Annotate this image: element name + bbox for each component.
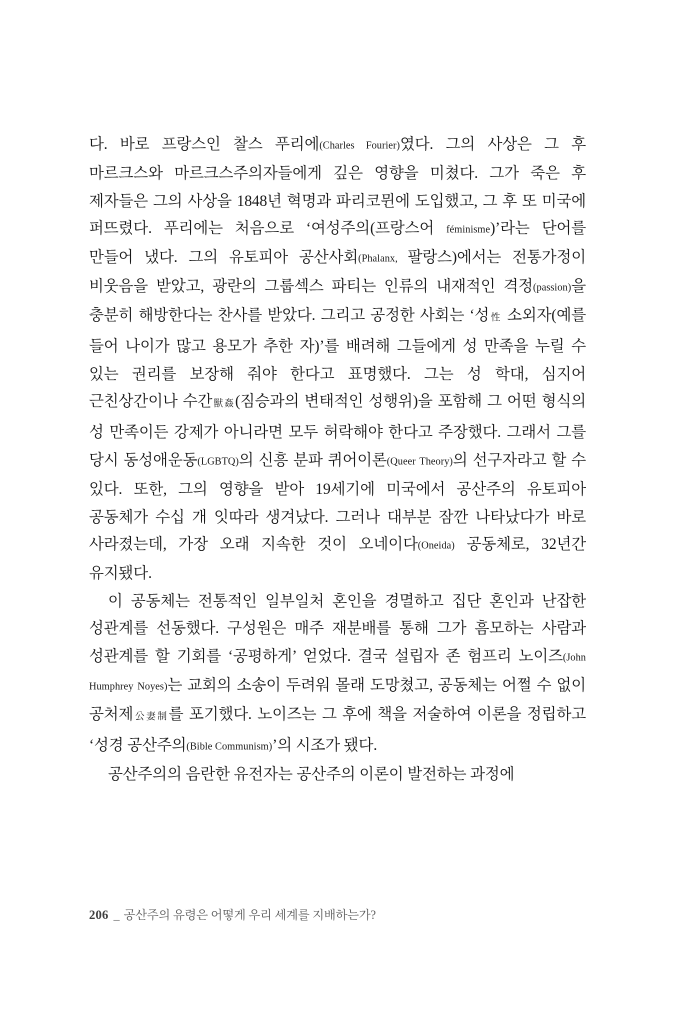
footer-book-title: 공산주의 유령은 어떻게 우리 세계를 지배하는가?	[123, 908, 376, 922]
inline-hanja-gloss: 獸姦	[212, 399, 236, 410]
body-text-run: 다. 바로 프랑스인 찰스 푸리에	[89, 136, 320, 153]
body-paragraph	[89, 131, 586, 588]
body-text-run: ’의 시조가 됐다.	[272, 736, 378, 754]
inline-romanization: (Oneida)	[417, 540, 455, 552]
body-text-run: 팔랑스)에서는 전통가정이 비웃음을 받았고, 광란의 그룹섹스 파티는 인류의 내재적인 격정	[89, 249, 586, 296]
footer-separator: _	[113, 908, 120, 922]
inline-romanization: (Charles Fourier)	[319, 140, 400, 152]
page-footer	[89, 906, 586, 923]
inline-romanization: (Queer Theory)	[386, 456, 453, 468]
body-text-run: 소외자(예를 들어 나이가 많고 용모가 추한 자)’를 배려해 그들에게 성 만족을 누릴 수 있는 권리를 보장해 줘야 한다고 표명했다. 그는 성 학대, 심지어 근친상간이나 수간	[89, 307, 586, 411]
body-text-run: 는 교회의 소송이 두려워 몰래 도망쳤고, 공동체는 어쩔 수 없이 공처제	[89, 676, 586, 723]
body-text-run: 공동체로, 32년간 유지됐다.	[89, 536, 586, 583]
inline-romanization: féminisme	[446, 224, 491, 236]
inline-hanja-gloss: 性	[489, 313, 502, 324]
body-text-run: 을 충분히 해방한다는 찬사를 받았다. 그리고 공정한 사회는 ‘성	[89, 278, 586, 325]
footer-page-number: 206	[89, 908, 109, 922]
body-text-run: 이 공동체는 전통적인 일부일처 혼인을 경멸하고 집단 혼인과 난잡한 성관계를 선동했다. 구성원은 매주 재분배를 통해 그가 흠모하는 사람과 성관계를 할 기회를 ‘공평하게’ 얻었다. 결국 설립자 존 험프리 노이즈	[89, 592, 586, 665]
body-text-run: (짐승과의 변태적인 성행위)을 포함해 그 어떤 형식의 성 만족이든 강제가 아니라면 모두 허락해야 한다고 주장했다. 그래서 그를 당시 동성애운동	[89, 393, 586, 470]
body-text-run: 였다. 그의 사상은 그 후 마르크스와 마르크스주의자들에게 깊은 영향을 미쳤다. 그가 죽은 후 제자들은 그의 사상을 1848년 혁명과 파리코뮌에 도입했고, 그 후 또 미국에 퍼뜨렸다. 푸리에는 처음으로 ‘여성주의(프랑스어	[89, 136, 586, 238]
inline-hanja-gloss: 公妻制	[133, 712, 169, 723]
inline-romanization: (passion)	[533, 282, 572, 294]
body-text-run: 의 신흥 분파 퀴어이론	[238, 452, 387, 470]
body-text-run: 를 포기했다. 노이즈는 그 후에 책을 저술하여 이론을 정립하고 ‘성경 공산주의	[89, 705, 586, 754]
body-text-run: 의 선구자라고 할 수 있다. 또한, 그의 영향을 받아 19세기에 미국에서 공산주의 유토피아 공동체가 수십 개 잇따라 생겨났다. 그러나 대부분 잠깐 나타났다가 바로 사라졌는데, 가장 오래 지속한 것이 오네이다	[89, 452, 587, 554]
body-text-run: )’라는 단어를 만들어 냈다. 그의 유토피아 공산사회	[89, 220, 587, 267]
inline-romanization: (Phalanx,	[358, 253, 408, 265]
inline-romanization: (Bible Communism)	[186, 741, 273, 753]
inline-romanization: (John Humphrey Noyes)	[89, 652, 586, 693]
body-paragraph	[89, 588, 586, 761]
inline-romanization: (LGBTQ)	[197, 456, 239, 468]
body-text-column	[89, 131, 586, 789]
body-text-run: 공산주의의 음란한 유전자는 공산주의 이론이 발전하는 과정에	[108, 766, 515, 784]
body-paragraph	[89, 761, 586, 789]
